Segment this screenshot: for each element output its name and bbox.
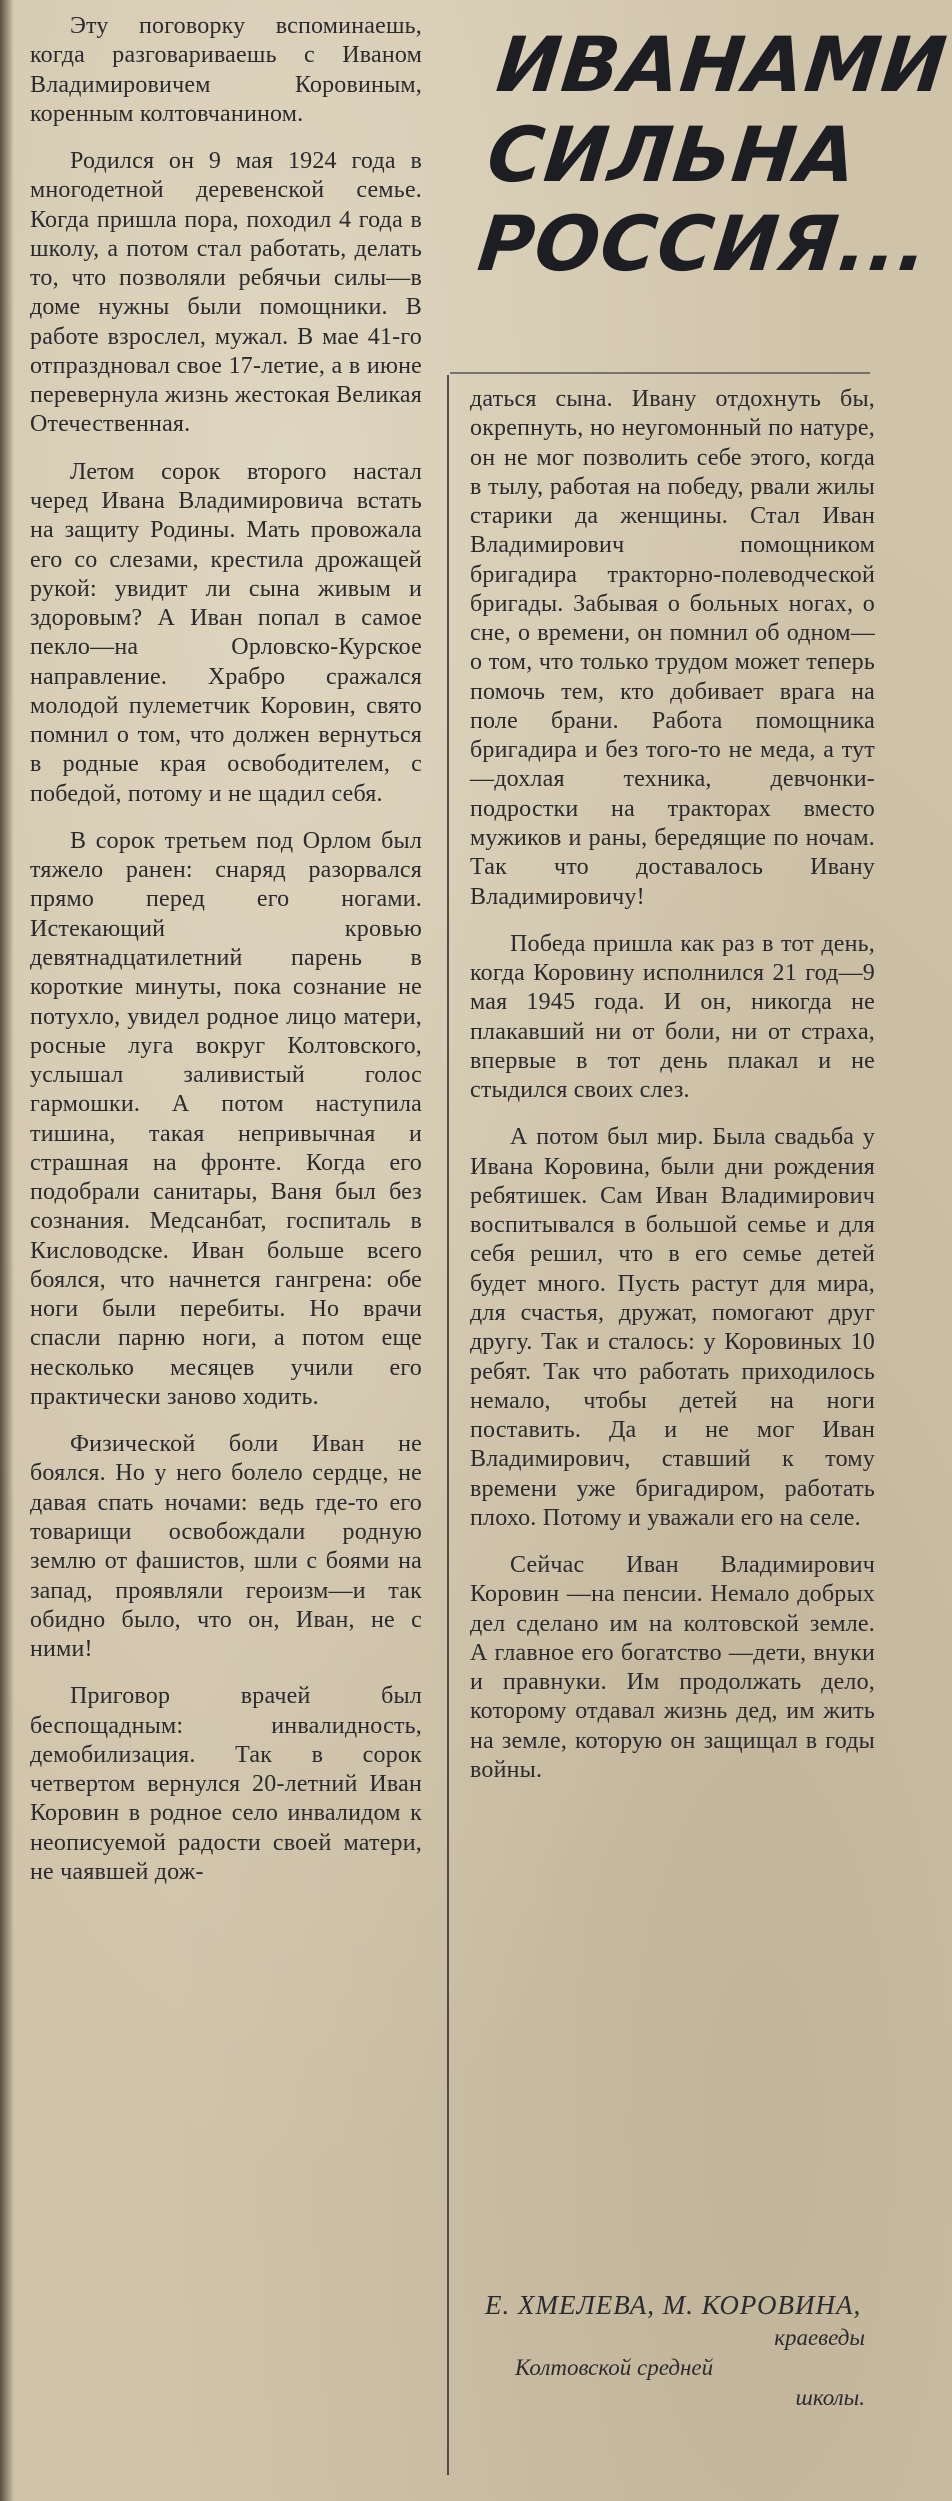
- verdict-paragraph: Приговор врачей был беспощадным: инвалидность, демобилизация. Так в сорок четвертом вернулся 20-летний Иван Коровин в родное село инвалидом к неописуемой радости своей матери, не чаявшей дож-: [30, 1683, 422, 1885]
- headline-line-3: РОССИЯ...: [473, 199, 933, 289]
- right-text-column: [470, 385, 875, 1803]
- headline-line-1: ИВАНАМИ: [492, 20, 952, 109]
- headline-line-2: СИЛЬНА: [483, 109, 862, 199]
- article-byline: [485, 2288, 885, 2413]
- victory-paragraph: Победа пришла как раз в тот день, когда Коровину исполнился 21 год—9 мая 1945 года. И он, никогда не плакавший ни от боли, ни от страха, впервые в тот день плакал и не стыдился своих слез.: [470, 930, 875, 1104]
- byline-role-3: школы.: [795, 2384, 865, 2410]
- byline-role-1: краеведы: [774, 2325, 865, 2351]
- birth-paragraph: Родился он 9 мая 1924 года в многодетной деревенской семье. Когда пришла пора, походил 4 года в школу, а потом стал работать, делать то, что позволяли ребячьи силы—в доме нужны были помощники. В работе взрослел, мужал. В мае 41-го отпраздновал свое 17-летие, а в июне перевернула жизнь жестокая Великая Отечественная.: [30, 148, 422, 438]
- left-text-column: [30, 12, 422, 1905]
- column-divider: [447, 375, 449, 2475]
- continuation-paragraph: даться сына. Ивану отдохнуть бы, окрепнуть, но неугомонный по натуре, он не мог позволить себе этого, когда в тылу, работая на победу, рвали жилы старики да женщины. Стал Иван Владимирович помощником бригадира тракторно-полеводческой бригады. Забывая о больных ногах, о сне, о времени, он помнил об одном—о том, что только трудом может теперь помочь тем, кто добивает врага на поле брани. Работа помощника бригадира и без того-то не меда, а тут—дохлая техника, девчонки-подростки на тракторах вместо мужиков и раны, бередящие по ночам. Так что доставалось Ивану Владимировичу!: [470, 386, 875, 910]
- front-paragraph: Летом сорок второго настал черед Ивана Владимировича встать на защиту Родины. Мать провожала его со слезами, крестила дрожащей рукой: увидит ли сына живым и здоровым? А Иван попал в самое пекло—на Орловско-Курское направление. Храбро сражался молодой пулеметчик Коровин, свято помнил о том, что должен вернуться в родные края освободителем, с победой, потому и не щадил себя.: [30, 458, 422, 807]
- headline-divider: [450, 372, 870, 374]
- byline-role-2: Колтовской средней: [515, 2354, 714, 2380]
- pain-paragraph: Физической боли Иван не боялся. Но у него болело сердце, не давая спать ночами: ведь где-то его товарищи освобождали родную землю от фашистов, шли с боями на запад, проявляли героизм—и так обидно было, что он, Иван, не с ними!: [30, 1431, 422, 1663]
- page-edge-shadow: [0, 0, 14, 2501]
- byline-authors: Е. ХМЕЛЕВА, М. КОРОВИНА,: [485, 2290, 862, 2320]
- article-headline: [473, 20, 952, 289]
- intro-paragraph: Эту поговорку вспоминаешь, когда разговариваешь с Иваном Владимировичем Коровиным, коренным колтовчанином.: [30, 13, 422, 127]
- pension-paragraph: Сейчас Иван Владимирович Коровин —на пенсии. Немало добрых дел сделано им на колтовской земле. А главное его богатство —дети, внуки и правнуки. Им продолжать дело, которому отдавал жизнь дед, им жить на земле, которую он защищал в годы войны.: [470, 1552, 875, 1783]
- peace-paragraph: А потом был мир. Была свадьба у Ивана Коровина, были дни рождения ребятишек. Сам Иван Владимирович воспитывался в большой семье и для себя решил, что в его семье детей будет много. Пусть растут для мира, для счастья, дружат, помогают друг другу. Так и сталось: у Коровиных 10 ребят. Так что работать приходилось немало, чтобы детей на ноги поставить. Да и не мог Иван Владимирович, ставший к тому времени уже бригадиром, работать плохо. Потому и уважали его на селе.: [470, 1124, 875, 1531]
- wound-paragraph: В сорок третьем под Орлом был тяжело ранен: снаряд разорвался прямо перед его ногами. Истекающий кровью девятнадцатилетний парень в короткие минуты, пока сознание не потухло, увидел родное лицо матери, росные луга вокруг Колтовского, услышал заливистый голос гармошки. А потом наступила тишина, такая непривычная и страшная на фронте. Когда его подобрали санитары, Ваня был без сознания. Медсанбат, госпиталь в Кисловодске. Иван больше всего боялся, что начнется гангрена: обе ноги были перебиты. Но врачи спасли парню ноги, а потом еще несколько месяцев учили его практически заново ходить.: [30, 827, 422, 1410]
